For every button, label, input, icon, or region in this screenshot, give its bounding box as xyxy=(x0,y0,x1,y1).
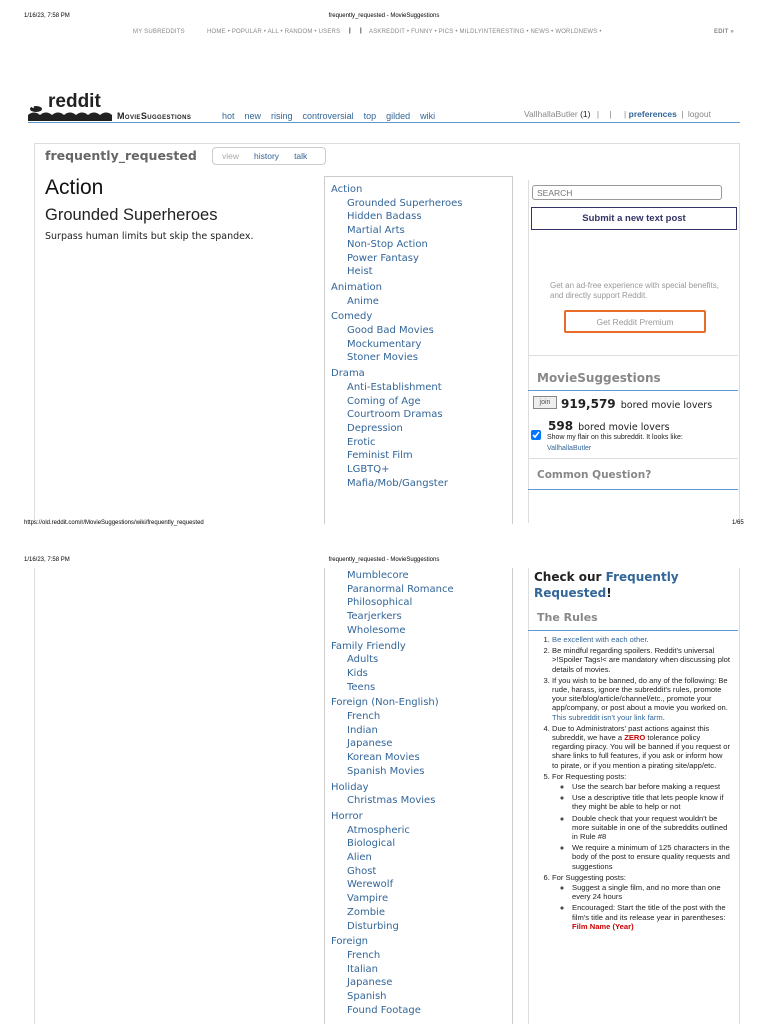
subsection-heading: Grounded Superheroes xyxy=(45,206,218,224)
wiki-tab-view[interactable]: view xyxy=(222,151,240,161)
rule-4 xyxy=(552,724,730,770)
subreddit-name[interactable]: MovieSuggestions xyxy=(117,111,192,121)
rule-3-suffix: . xyxy=(662,712,665,722)
rule-2: 2. Be mindful regarding spoilers. Reddit's universal >!Spoiler Tags!< are mandatory when discussing plot details of movies. xyxy=(552,646,730,674)
rule-4-zero: ZERO xyxy=(624,733,646,743)
rule-5-bullet: ◦ Use a descriptive title that lets people know if they might be able to help or not xyxy=(572,793,730,811)
tab-new[interactable]: new xyxy=(244,111,262,121)
faq-callout-suffix: ! xyxy=(606,586,612,600)
table-of-contents xyxy=(331,183,509,490)
toc-category[interactable]: Action xyxy=(331,184,363,195)
toc-subcategory[interactable]: Spanish Movies xyxy=(347,765,425,777)
toc-subcategory[interactable]: Werewolf xyxy=(347,879,394,891)
online-label: bored movie lovers xyxy=(578,422,670,433)
show-flair-checkbox[interactable] xyxy=(531,430,541,440)
username-link[interactable]: VallhallaButler xyxy=(524,109,578,119)
rules-heading: The Rules xyxy=(537,611,598,624)
rule-4-text-a: Due to Administrators' past actions against this subreddit, we have a xyxy=(552,723,710,743)
toc-subcategory[interactable]: Courtroom Dramas xyxy=(347,409,443,421)
rule-3-text: If you wish to be banned, do any of the following: Be rude, harass, ignore the subreddit's rules, promote your site/blog/article/channel/etc., promote your app/company, or post about a movie you worked on. xyxy=(552,675,728,713)
table-of-contents xyxy=(331,569,509,1018)
toc-subcategory[interactable]: Philosophical xyxy=(347,597,413,609)
toc-subcategory[interactable]: Mockumentary xyxy=(347,338,422,350)
sidebar-divider xyxy=(528,355,738,356)
menu-separator: | xyxy=(624,109,627,119)
tab-controversial[interactable]: controversial xyxy=(302,111,354,121)
toc-subcategory[interactable]: Paranormal Romance xyxy=(347,583,454,595)
edit-subscriptions-link[interactable]: EDIT » xyxy=(714,29,734,35)
toc-subcategory[interactable]: LGBTQ+ xyxy=(347,464,390,476)
toc-category[interactable]: Holiday xyxy=(331,781,369,793)
tab-wiki[interactable]: wiki xyxy=(420,111,436,121)
menu-separator: | xyxy=(609,109,612,119)
menu-separator: | xyxy=(596,109,600,119)
rules-underline xyxy=(528,630,738,631)
tab-gilded[interactable]: gilded xyxy=(386,111,411,121)
toc-category[interactable]: Animation xyxy=(331,281,382,293)
subsection-tagline: Surpass human limits but skip the spandex. xyxy=(45,231,254,242)
print-date: 1/16/23, 7:58 PM xyxy=(24,557,70,563)
premium-blurb: Get an ad-free experience with special benefits, and directly support Reddit. xyxy=(550,281,719,300)
toc-subcategory[interactable]: Anime xyxy=(347,295,379,307)
search-input[interactable] xyxy=(532,185,722,200)
flair-text: Show my flair on this subreddit. It looks like: xyxy=(547,434,683,441)
toc-category[interactable]: Comedy xyxy=(331,311,373,323)
user-karma: (1) xyxy=(580,109,591,119)
rules-list xyxy=(530,635,730,933)
logout-link[interactable]: logout xyxy=(687,109,711,119)
toc-subcategory[interactable]: Grounded Superheroes xyxy=(347,197,463,209)
toc-subcategory[interactable]: Vampire xyxy=(347,893,389,905)
user-menu xyxy=(524,109,711,119)
rule-5-bullet: ◦ Use the search bar before making a request xyxy=(572,782,730,791)
rule-5-bullet: ◦ We require a minimum of 125 characters in the body of the post to ensure quality requests and suggestions xyxy=(572,843,730,871)
subscriber-number: 919,579 xyxy=(561,397,616,411)
toc-subcategory[interactable]: Indian xyxy=(347,724,378,736)
toc-subcategory[interactable]: Feminist Film xyxy=(347,450,413,462)
rule-5-text: For Requesting posts: xyxy=(552,771,627,781)
header-bottom-border xyxy=(28,122,740,123)
my-subreddits-menu[interactable]: MY SUBREDDITS xyxy=(133,29,185,35)
topbar-subreddit-links[interactable]: ASKREDDIT • FUNNY • PICS • MILDLYINTERESTING • NEWS • WORLDNEWS • xyxy=(369,29,602,35)
faq-callout-prefix: Check our xyxy=(534,570,606,584)
toc-subcategory[interactable]: Japanese xyxy=(347,977,393,989)
topbar-separator: | xyxy=(349,28,351,34)
wiki-tab-history[interactable]: history xyxy=(254,151,280,161)
toc-subcategory[interactable]: Mafia/Mob/Gangster xyxy=(347,477,448,489)
join-button[interactable]: join xyxy=(533,396,557,409)
tab-hot[interactable]: hot xyxy=(222,111,235,121)
toc-subcategory[interactable]: Stoner Movies xyxy=(347,352,418,364)
print-page-number: 1/65 xyxy=(732,520,744,526)
toc-category[interactable]: Foreign (Non-English) xyxy=(331,697,439,709)
online-number: 598 xyxy=(548,419,574,433)
rule-1 xyxy=(552,635,730,644)
toc-subcategory[interactable]: Depression xyxy=(347,422,403,434)
toc-subcategory[interactable]: Zombie xyxy=(347,906,385,918)
flair-preview: VallhallaButler xyxy=(547,445,592,452)
toc-subcategory[interactable]: Anti-Establishment xyxy=(347,381,442,393)
toc-subcategory[interactable]: Japanese xyxy=(347,738,393,750)
toc-category[interactable]: Drama xyxy=(331,368,365,380)
toc-subcategory[interactable]: French xyxy=(347,711,381,723)
faq-callout xyxy=(534,569,714,601)
toc-category[interactable]: Family Friendly xyxy=(331,640,406,652)
print-date: 1/16/23, 7:58 PM xyxy=(24,13,70,19)
subscriber-count xyxy=(561,393,712,412)
toc-subcategory[interactable]: Non-Stop Action xyxy=(347,238,428,250)
toc-subcategory[interactable]: Alien xyxy=(347,852,372,864)
toc-subcategory[interactable]: Atmospheric xyxy=(347,824,410,836)
toc-subcategory[interactable]: Martial Arts xyxy=(347,225,405,237)
rule-5 xyxy=(552,772,730,871)
rule-6-text: For Suggesting posts: xyxy=(552,872,626,882)
rule-6-bullet-text: Encouraged: Start the title of the post with the film's title and its release year in parentheses: xyxy=(572,903,726,922)
topbar-main-links[interactable]: HOME • POPULAR • ALL • RANDOM • USERS xyxy=(207,29,341,35)
sidebar-subreddit-title: MovieSuggestions xyxy=(537,371,661,385)
toc-category[interactable]: Horror xyxy=(331,810,363,822)
menu-separator: | xyxy=(681,109,684,119)
toc-subcategory[interactable]: Christmas Movies xyxy=(347,795,436,807)
toc-subcategory[interactable]: Power Fantasy xyxy=(347,252,419,264)
reddit-wordmark: reddit xyxy=(48,91,101,112)
toc-subcategory[interactable]: Teens xyxy=(347,681,376,693)
common-question-heading: Common Question? xyxy=(537,469,652,481)
rule-3 xyxy=(552,676,730,722)
rule-5-bullet: ◦ Double check that your request wouldn't be more suitable in one of the subreddits outlined in Rule #8 xyxy=(572,814,730,842)
print-title: frequently_requested - MovieSuggestions xyxy=(328,557,440,563)
toc-subcategory[interactable]: Kids xyxy=(347,667,368,679)
wiki-tabs xyxy=(212,147,326,165)
toc-subcategory[interactable]: Ghost xyxy=(347,865,377,877)
print-url: https://old.reddit.com/r/MovieSuggestions/wiki/frequently_requested xyxy=(24,520,204,526)
frequently-requested-link[interactable]: Frequently Requested xyxy=(534,570,679,600)
toc-subcategory[interactable]: Good Bad Movies xyxy=(347,325,434,337)
toc-subcategory[interactable]: Adults xyxy=(347,654,379,666)
preferences-link[interactable]: preferences xyxy=(628,109,677,119)
wiki-page-title: frequently_requested xyxy=(45,148,197,163)
rule-4-text-b: tolerance policy regarding piracy. You will be banned if you request or share links to full features, if you ask or inform how to pirate, or if you mention a pirating site/app/etc. xyxy=(552,733,731,770)
online-count xyxy=(548,415,670,434)
toc-subcategory[interactable]: Italian xyxy=(347,963,379,975)
toc-subcategory[interactable]: Disturbing xyxy=(347,920,399,932)
toc-subcategory[interactable]: Spanish xyxy=(347,991,387,1003)
print-title: frequently_requested - MovieSuggestions xyxy=(328,13,440,19)
subscriber-label: bored movie lovers xyxy=(620,400,713,411)
sort-tabs xyxy=(222,111,435,121)
toc-subcategory[interactable]: Erotic xyxy=(347,436,376,448)
toc-subcategory[interactable]: Coming of Age xyxy=(347,395,421,407)
tab-rising[interactable]: rising xyxy=(271,111,293,121)
toc-subcategory[interactable]: Biological xyxy=(347,838,396,850)
rule-3-link[interactable]: This subreddit isn't your link farm xyxy=(552,712,663,722)
wiki-panel-left-border xyxy=(34,568,35,1024)
toc-category[interactable]: Foreign xyxy=(331,936,369,948)
toc-subcategory[interactable]: Found Footage xyxy=(347,1004,421,1016)
wiki-tab-talk[interactable]: talk xyxy=(294,151,308,161)
topbar-separator: | xyxy=(360,28,362,34)
sidebar-divider xyxy=(528,458,738,459)
rule-6-bullet: ◦ Suggest a single film, and no more than one every 24 hours xyxy=(572,883,730,901)
rule-6-format: Film Name (Year) xyxy=(572,921,634,931)
toc-subcategory[interactable]: Hidden Badass xyxy=(347,211,422,223)
toc-subcategory[interactable]: French xyxy=(347,949,381,961)
section-heading: Action xyxy=(45,176,104,199)
sidebar-title-underline xyxy=(528,390,738,391)
rule-1-suffix: . xyxy=(646,635,649,644)
toc-subcategory[interactable]: Wholesome xyxy=(347,624,406,636)
rule-6-bullet xyxy=(572,903,730,931)
rule-1-link[interactable]: Be excellent with each other xyxy=(552,635,647,644)
rule-6 xyxy=(552,873,730,931)
tab-top[interactable]: top xyxy=(363,111,377,121)
toc-subcategory[interactable]: Tearjerkers xyxy=(347,611,402,623)
toc-subcategory[interactable]: Mumblecore xyxy=(347,570,409,581)
get-premium-button[interactable]: Get Reddit Premium xyxy=(564,310,706,333)
toc-subcategory[interactable]: Heist xyxy=(347,266,373,278)
toc-subcategory[interactable]: Korean Movies xyxy=(347,752,420,764)
submit-text-post-button[interactable]: Submit a new text post xyxy=(531,207,737,230)
sidebar-heading-underline xyxy=(528,489,738,490)
